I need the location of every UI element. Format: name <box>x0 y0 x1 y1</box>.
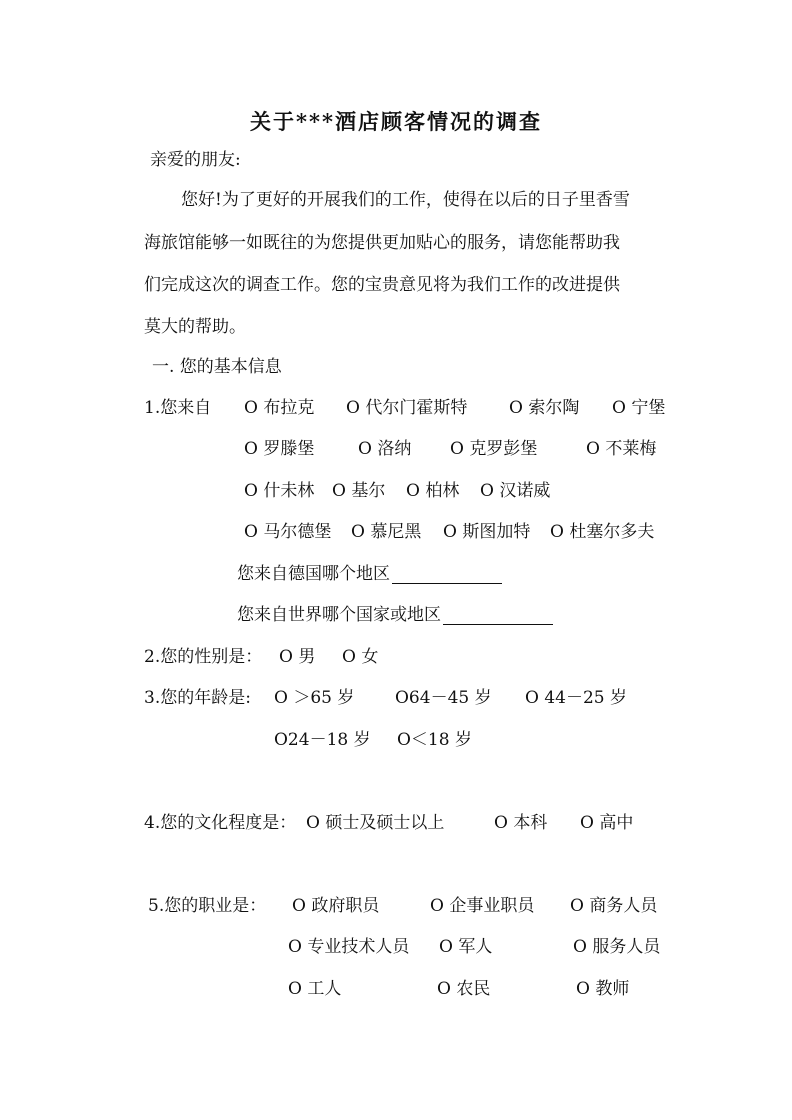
region-label: 您来自德国哪个地区 <box>237 564 390 584</box>
q1-option[interactable]: O 不莱梅 <box>586 439 657 459</box>
q1-option[interactable]: O 基尔 <box>332 481 386 501</box>
survey-title: 关于***酒店顾客情况的调查 <box>250 109 542 134</box>
q4-option[interactable]: O 硕士及硕士以上 <box>306 813 445 833</box>
q5-option[interactable]: O 政府职员 <box>292 896 380 916</box>
intro-line-3: 们完成这次的调查工作。您的宝贵意见将为我们工作的改进提供 <box>144 275 620 295</box>
greeting: 亲爱的朋友: <box>150 150 241 170</box>
q4-option[interactable]: O 高中 <box>580 813 634 833</box>
q3-option[interactable]: O ＞65 岁 <box>274 688 355 708</box>
q5-option[interactable]: O 服务人员 <box>573 937 661 957</box>
q3-option[interactable]: O64－45 岁 <box>395 688 492 708</box>
intro-line-2: 海旅馆能够一如既往的为您提供更加贴心的服务，请您能帮助我 <box>144 233 620 253</box>
q1-option[interactable]: O 代尔门霍斯特 <box>346 398 468 418</box>
country-question <box>237 605 553 625</box>
q1-option[interactable]: O 罗滕堡 <box>244 439 315 459</box>
q2-label: 2.您的性别是： <box>144 647 263 667</box>
q1-option[interactable]: O 克罗彭堡 <box>450 439 538 459</box>
q1-label: 1.您来自 <box>144 398 212 418</box>
region-blank[interactable] <box>392 565 502 584</box>
q3-option[interactable]: O＜18 岁 <box>397 730 472 750</box>
q3-option[interactable]: O24－18 岁 <box>274 730 371 750</box>
q1-option[interactable]: O 斯图加特 <box>443 522 531 542</box>
q1-option[interactable]: O 慕尼黑 <box>351 522 422 542</box>
q1-option[interactable]: O 汉诺威 <box>480 481 551 501</box>
q5-option[interactable]: O 军人 <box>439 937 493 957</box>
q5-option[interactable]: O 教师 <box>576 979 630 999</box>
q2-option[interactable]: O 男 <box>279 647 316 667</box>
q5-label: 5.您的职业是： <box>148 896 267 916</box>
q1-option[interactable]: O 宁堡 <box>612 398 666 418</box>
country-blank[interactable] <box>443 606 553 625</box>
country-label: 您来自世界哪个国家或地区 <box>237 605 441 625</box>
q1-option[interactable]: O 布拉克 <box>244 398 315 418</box>
q5-option[interactable]: O 商务人员 <box>570 896 658 916</box>
q5-option[interactable]: O 工人 <box>288 979 342 999</box>
q1-option[interactable]: O 柏林 <box>406 481 460 501</box>
q4-label: 4.您的文化程度是： <box>144 813 297 833</box>
q3-option[interactable]: O 44－25 岁 <box>525 688 628 708</box>
q5-option[interactable]: O 农民 <box>437 979 491 999</box>
q1-option[interactable]: O 什未林 <box>244 481 315 501</box>
q1-option[interactable]: O 杜塞尔多夫 <box>550 522 655 542</box>
intro-line-1: 您好!为了更好的开展我们的工作，使得在以后的日子里香雪 <box>181 190 630 210</box>
q2-option[interactable]: O 女 <box>342 647 379 667</box>
q5-option[interactable]: O 企事业职员 <box>430 896 535 916</box>
region-question <box>237 564 502 584</box>
q3-label: 3.您的年龄是: <box>144 688 251 708</box>
q1-option[interactable]: O 索尔陶 <box>509 398 580 418</box>
section-heading: 一. 您的基本信息 <box>152 357 282 377</box>
q4-option[interactable]: O 本科 <box>494 813 548 833</box>
intro-line-4: 莫大的帮助。 <box>144 317 246 337</box>
q5-option[interactable]: O 专业技术人员 <box>288 937 410 957</box>
q1-option[interactable]: O 马尔德堡 <box>244 522 332 542</box>
q1-option[interactable]: O 洛纳 <box>358 439 412 459</box>
